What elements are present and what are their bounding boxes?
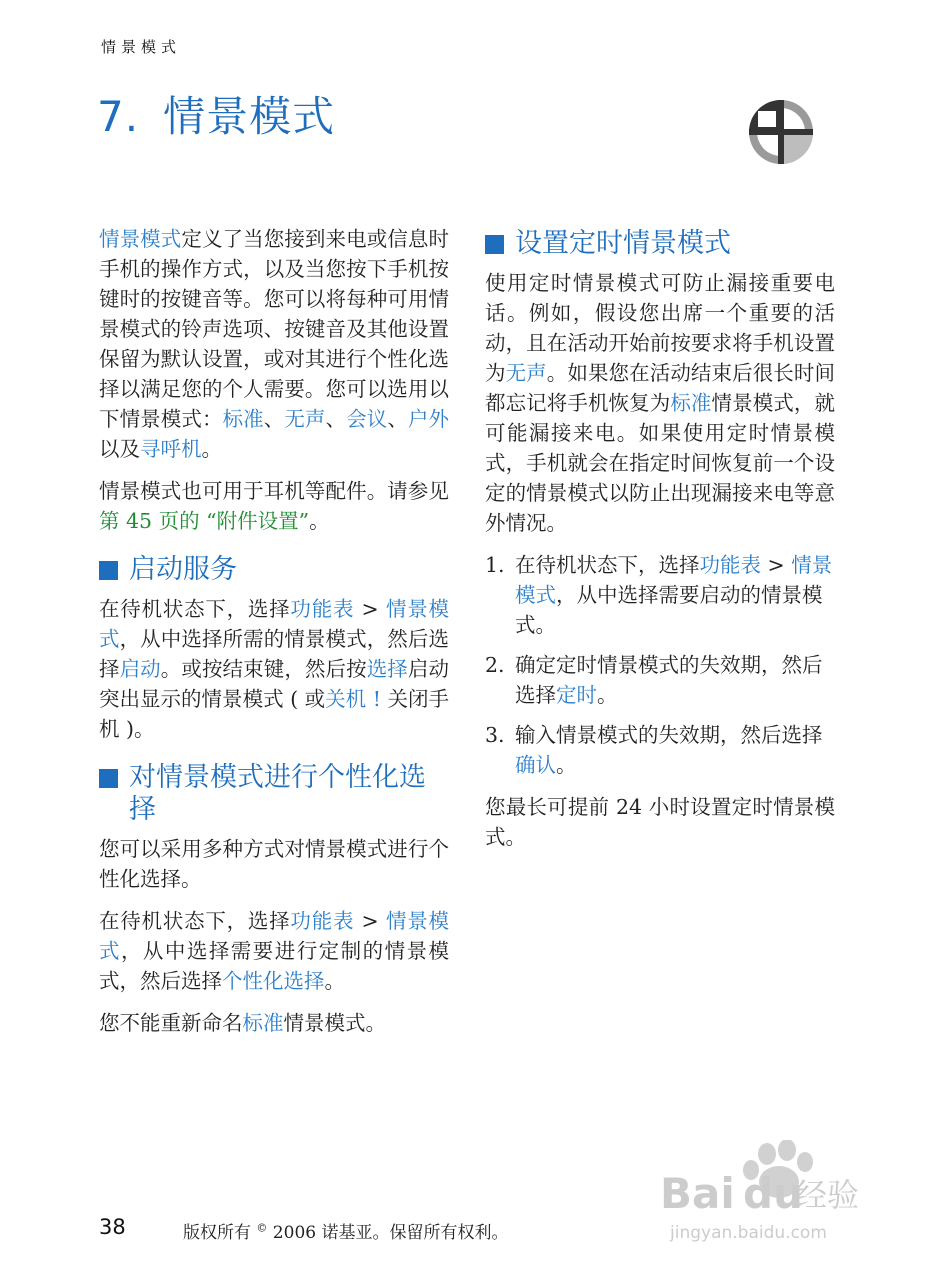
running-head: 情景模式: [101, 38, 182, 56]
timed-paragraph: 使用定时情景模式可防止漏接重要电话。例如，假设您出席一个重要的活动，且在活动开始前按要求将手机设置为无声。如果您在活动结束后很长时间都忘记将手机恢复为标准情景模式，就可能漏接来电。如果使用定时情景模式，手机就会在指定时间恢复前一个设定的情景模式以防止出现漏接来电等意外情况。: [485, 271, 835, 535]
chapter-title: [97, 84, 335, 144]
list-item: 1. 在待机状态下，选择功能表 > 情景模式，从中选择需要启动的情景模式。: [485, 553, 833, 637]
watermark-brand: Bai: [660, 1169, 735, 1218]
link-activate[interactable]: 启动: [119, 657, 161, 681]
section-timed-heading: 设置定时情景模式: [485, 228, 835, 260]
left-column: [99, 224, 449, 1050]
list-item: 3. 输入情景模式的失效期，然后选择确认。: [485, 723, 823, 777]
link-pager[interactable]: 寻呼机: [140, 437, 202, 461]
link-meeting[interactable]: 会议: [346, 407, 388, 431]
page-number: 38: [99, 1215, 126, 1239]
xref-accessory-settings[interactable]: 第 45 页的 “附件设置”: [99, 509, 310, 533]
link-outdoor[interactable]: 户外: [407, 407, 449, 431]
accessory-paragraph: 情景模式也可用于耳机等配件。请参见第 45 页的 “附件设置”。: [99, 479, 449, 533]
link-profiles[interactable]: 情景模式: [99, 909, 450, 963]
baidu-jingyan-watermark: [655, 1140, 885, 1260]
section-activate-heading: 启动服务: [99, 554, 449, 586]
link-silent[interactable]: 无声: [505, 361, 547, 385]
profiles-icon: [746, 97, 816, 167]
link-profiles[interactable]: 情景模式: [99, 227, 182, 251]
square-bullet-icon: [99, 561, 118, 580]
intro-paragraph: 情景模式定义了当您接到来电或信息时手机的操作方式，以及当您按下手机按键时的按键音等。您可以将每种可用情景模式的铃声选项、按键音及其他设置保留为默认设置，或对其进行个性化选择以满足您的个人需要。您可以选用以下情景模式：标准、无声、会议、户外以及寻呼机。: [99, 227, 449, 461]
list-item: 2. 确定定时情景模式的失效期，然后选择定时。: [485, 653, 823, 707]
link-personalize[interactable]: 个性化选择: [222, 969, 325, 993]
watermark-url: jingyan.baidu.com: [670, 1223, 827, 1243]
watermark-brand-du: du: [743, 1169, 803, 1218]
timed-note: 您最长可提前 24 小时设置定时情景模式。: [485, 795, 835, 849]
chapter-number: 7.: [97, 92, 140, 141]
section-activate: [99, 554, 449, 586]
square-bullet-icon: [99, 769, 118, 788]
link-silent[interactable]: 无声: [284, 407, 326, 431]
link-menu[interactable]: 功能表: [290, 597, 355, 621]
right-column: [485, 224, 835, 864]
link-profiles[interactable]: 情景模式: [515, 553, 833, 607]
copyright-notice: 版权所有 © 2006 诺基亚。保留所有权利。: [183, 1221, 509, 1243]
timed-steps-list: [485, 550, 835, 780]
personalize-intro: 您可以采用多种方式对情景模式进行个性化选择。: [99, 837, 449, 891]
square-bullet-icon: [485, 235, 504, 254]
watermark-cn: 经验: [795, 1176, 860, 1214]
link-profiles[interactable]: 情景模式: [99, 597, 450, 651]
section-personalize-heading: 对情景模式进行个性化选择: [99, 762, 449, 826]
link-select[interactable]: 选择: [366, 657, 408, 681]
link-standard[interactable]: 标准: [222, 407, 264, 431]
link-confirm[interactable]: 确认: [515, 753, 556, 777]
rename-note: 您不能重新命名标准情景模式。: [99, 1011, 386, 1035]
activate-paragraph: 在待机状态下，选择功能表 > 情景模式，从中选择所需的情景模式，然后选择启动。或按结束键，然后按选择启动突出显示的情景模式 ( 或关机 ! 关闭手机 )。: [99, 597, 450, 741]
personalize-steps: 在待机状态下，选择功能表 > 情景模式，从中选择需要进行定制的情景模式，然后选择个性化选择。: [99, 909, 450, 993]
link-standard[interactable]: 标准: [242, 1011, 284, 1035]
link-timed[interactable]: 定时: [556, 683, 597, 707]
link-standard[interactable]: 标准: [670, 391, 712, 415]
link-power-off[interactable]: 关机 !: [325, 687, 381, 711]
link-menu[interactable]: 功能表: [290, 909, 355, 933]
chapter-title-text: 情景模式: [163, 92, 336, 141]
section-personalize: [99, 762, 449, 826]
section-timed: [485, 228, 835, 260]
link-menu[interactable]: 功能表: [699, 553, 761, 577]
